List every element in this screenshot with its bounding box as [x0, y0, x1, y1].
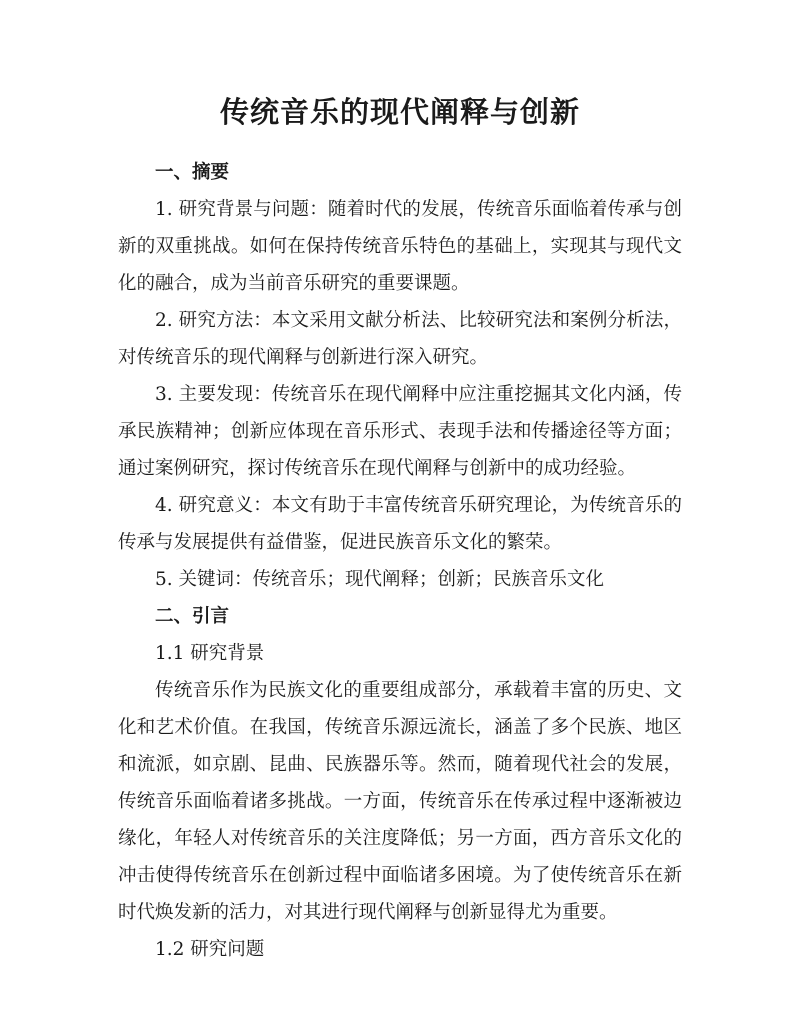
abstract-item-3: 3. 主要发现：传统音乐在现代阐释中应注重挖掘其文化内涵，传承民族精神；创新应体现在音乐形式、表现手法和传播途径等方面；通过案例研究，探讨传统音乐在现代阐释与创新中的成功经验。	[118, 384, 682, 479]
research-background-heading: 1.1 研究背景	[155, 643, 265, 664]
abstract-item-5: 5. 关键词：传统音乐；现代阐释；创新；民族音乐文化	[155, 569, 605, 590]
abstract-heading: 一、摘要	[155, 162, 230, 183]
research-background-body: 传统音乐作为民族文化的重要组成部分，承载着丰富的历史、文化和艺术价值。在我国，传统音乐源远流长，涵盖了多个民族、地区和流派，如京剧、昆曲、民族器乐等。然而，随着现代社会的发展，传统音乐面临着诸多挑战。一方面，传统音乐在传承过程中逐渐被边缘化，年轻人对传统音乐的关注度降低；另一方面，西方音乐文化的冲击使得传统音乐在创新过程中面临诸多困境。为了使传统音乐在新时代焕发新的活力，对其进行现代阐释与创新显得尤为重要。	[118, 680, 682, 923]
intro-heading: 二、引言	[155, 606, 230, 627]
document-title: 传统音乐的现代阐释与创新	[219, 95, 580, 129]
research-question-heading: 1.2 研究问题	[155, 939, 265, 960]
abstract-item-1: 1. 研究背景与问题：随着时代的发展，传统音乐面临着传承与创新的双重挑战。如何在保持传统音乐特色的基础上，实现其与现代文化的融合，成为当前音乐研究的重要课题。	[118, 199, 682, 294]
abstract-item-2: 2. 研究方法：本文采用文献分析法、比较研究法和案例分析法，对传统音乐的现代阐释与创新进行深入研究。	[118, 310, 682, 368]
abstract-item-4: 4. 研究意义：本文有助于丰富传统音乐研究理论，为传统音乐的传承与发展提供有益借鉴，促进民族音乐文化的繁荣。	[118, 495, 682, 553]
